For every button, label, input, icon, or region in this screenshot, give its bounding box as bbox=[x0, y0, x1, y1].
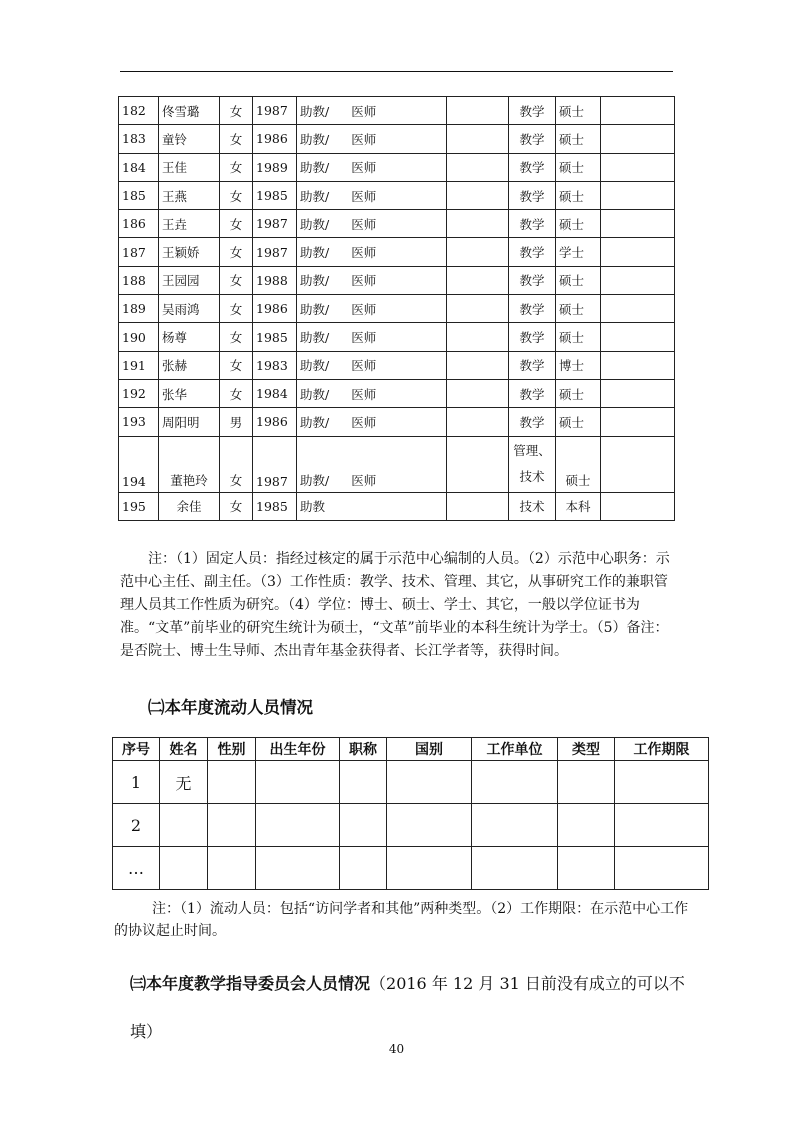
cell-nature: 教学 bbox=[509, 97, 556, 125]
cell-empty bbox=[558, 804, 615, 847]
cell-name: 周阳明 bbox=[159, 408, 220, 436]
cell-empty bbox=[256, 761, 340, 804]
cell-nature: 教学 bbox=[509, 238, 556, 266]
title-secondary: 医师 bbox=[351, 330, 377, 346]
column-header: 性别 bbox=[208, 738, 256, 761]
cell-nature: 教学 bbox=[509, 408, 556, 436]
cell-title bbox=[297, 408, 447, 436]
cell-empty bbox=[472, 847, 558, 890]
nature-line-1: 管理、 bbox=[513, 443, 551, 459]
table-row bbox=[119, 125, 675, 153]
cell-no: 1 bbox=[113, 761, 160, 804]
cell-nature: 教学 bbox=[509, 125, 556, 153]
column-header: 姓名 bbox=[160, 738, 208, 761]
table-row bbox=[119, 323, 675, 351]
cell-degree: 硕士 bbox=[556, 181, 601, 209]
column-header: 类型 bbox=[558, 738, 615, 761]
cell-empty bbox=[340, 847, 387, 890]
title-secondary: 医师 bbox=[351, 273, 377, 289]
cell-blank bbox=[447, 436, 509, 492]
table-row bbox=[113, 804, 709, 847]
cell-blank bbox=[447, 125, 509, 153]
cell-nature: 教学 bbox=[509, 181, 556, 209]
title-secondary: 医师 bbox=[351, 414, 377, 430]
cell-title bbox=[297, 436, 447, 492]
table-row bbox=[119, 153, 675, 181]
title-secondary: 医师 bbox=[351, 103, 377, 119]
cell-name: 王燕 bbox=[159, 181, 220, 209]
cell-title bbox=[297, 351, 447, 379]
cell-degree: 学士 bbox=[556, 238, 601, 266]
cell-year: 1985 bbox=[253, 323, 297, 351]
cell-gender: 女 bbox=[220, 266, 253, 294]
cell-empty bbox=[615, 804, 709, 847]
column-header: 国别 bbox=[387, 738, 472, 761]
cell-blank bbox=[447, 266, 509, 294]
page-number: 40 bbox=[388, 1042, 405, 1056]
cell-blank bbox=[447, 408, 509, 436]
title-primary: 助教/ bbox=[300, 414, 330, 430]
cell-no: 188 bbox=[119, 266, 159, 294]
cell-gender: 女 bbox=[220, 492, 253, 520]
cell-name: 童铃 bbox=[159, 125, 220, 153]
cell-gender: 女 bbox=[220, 238, 253, 266]
cell-name: 无 bbox=[160, 761, 208, 804]
cell-year: 1989 bbox=[253, 153, 297, 181]
title-secondary: 医师 bbox=[351, 131, 377, 147]
title-secondary: 医师 bbox=[351, 188, 377, 204]
cell-title bbox=[297, 181, 447, 209]
cell-blank bbox=[447, 181, 509, 209]
title-primary: 助教/ bbox=[300, 273, 330, 289]
cell-degree: 硕士 bbox=[556, 266, 601, 294]
cell-empty bbox=[615, 761, 709, 804]
column-header: 工作单位 bbox=[472, 738, 558, 761]
cell-no: 194 bbox=[119, 436, 159, 492]
title-primary: 助教/ bbox=[300, 160, 330, 176]
cell-title bbox=[297, 266, 447, 294]
cell-year: 1983 bbox=[253, 351, 297, 379]
title-primary: 助教/ bbox=[300, 472, 330, 488]
table-row bbox=[119, 436, 675, 492]
cell-gender: 女 bbox=[220, 97, 253, 125]
cell-degree: 硕士 bbox=[556, 295, 601, 323]
cell-year: 1986 bbox=[253, 408, 297, 436]
cell-no: 187 bbox=[119, 238, 159, 266]
cell-degree: 硕士 bbox=[556, 153, 601, 181]
staff-note-text: 注：（1）固定人员：指经过核定的属于示范中心编制的人员。（2）示范中心职务：示范中心主任、副主任。（3）工作性质：教学、技术、管理、其它，从事研究工作的兼职管理人员其工作性质为研究。（4）学位：博士、硕士、学士、其它，一般以学位证书为准。“文革”前毕业的研究生统计为硕士，“文革”前毕业的本科生统计为学士。（5）备注：是否院士、博士生导师、杰出青年基金获得者、长江学者等，获得时间。 bbox=[120, 551, 670, 659]
cell-year: 1987 bbox=[253, 238, 297, 266]
cell-blank bbox=[447, 379, 509, 407]
table-row bbox=[119, 181, 675, 209]
cell-blank bbox=[447, 210, 509, 238]
section-3-title-main: ㈢本年度教学指导委员会人员情况 bbox=[130, 974, 371, 993]
cell-empty bbox=[387, 761, 472, 804]
cell-no: 195 bbox=[119, 492, 159, 520]
cell-empty bbox=[256, 847, 340, 890]
cell-name: 王园园 bbox=[159, 266, 220, 294]
title-primary: 助教/ bbox=[300, 216, 330, 232]
cell-empty bbox=[558, 847, 615, 890]
cell-year: 1987 bbox=[253, 210, 297, 238]
cell-gender: 女 bbox=[220, 351, 253, 379]
cell-title bbox=[297, 323, 447, 351]
cell-no: … bbox=[113, 847, 160, 890]
cell-remark bbox=[601, 153, 675, 181]
cell-gender: 女 bbox=[220, 181, 253, 209]
cell-remark bbox=[601, 351, 675, 379]
cell-empty bbox=[340, 804, 387, 847]
cell-name: 余佳 bbox=[159, 492, 220, 520]
cell-remark bbox=[601, 266, 675, 294]
mobile-staff-note-text: 注：（1）流动人员：包括“访问学者和其他”两种类型。（2）工作期限：在示范中心工作的协议起止时间。 bbox=[114, 901, 689, 939]
cell-remark bbox=[601, 436, 675, 492]
cell-no: 182 bbox=[119, 97, 159, 125]
cell-name: 王佳 bbox=[159, 153, 220, 181]
cell-degree: 硕士 bbox=[556, 97, 601, 125]
cell-blank bbox=[447, 492, 509, 520]
table-row bbox=[119, 351, 675, 379]
cell-gender: 女 bbox=[220, 379, 253, 407]
cell-remark bbox=[601, 295, 675, 323]
header-rule bbox=[120, 71, 673, 72]
cell-year: 1984 bbox=[253, 379, 297, 407]
cell-empty bbox=[387, 847, 472, 890]
table-row bbox=[113, 847, 709, 890]
cell-empty bbox=[208, 847, 256, 890]
cell-title bbox=[297, 153, 447, 181]
cell-name: 张赫 bbox=[159, 351, 220, 379]
mobile-staff-table bbox=[112, 737, 709, 890]
cell-gender: 男 bbox=[220, 408, 253, 436]
table-row bbox=[119, 379, 675, 407]
cell-nature: 教学 bbox=[509, 295, 556, 323]
cell-no: 192 bbox=[119, 379, 159, 407]
cell-remark bbox=[601, 210, 675, 238]
title-primary: 助教/ bbox=[300, 330, 330, 346]
title-secondary: 医师 bbox=[351, 472, 377, 488]
cell-degree: 本科 bbox=[556, 492, 601, 520]
title-primary: 助教/ bbox=[300, 386, 330, 402]
title-primary: 助教/ bbox=[300, 301, 330, 317]
column-header: 出生年份 bbox=[256, 738, 340, 761]
cell-nature: 教学 bbox=[509, 379, 556, 407]
cell-empty bbox=[558, 761, 615, 804]
cell-remark bbox=[601, 323, 675, 351]
cell-gender: 女 bbox=[220, 153, 253, 181]
cell-gender: 女 bbox=[220, 125, 253, 153]
cell-degree: 博士 bbox=[556, 351, 601, 379]
cell-no: 2 bbox=[113, 804, 160, 847]
cell-year: 1986 bbox=[253, 125, 297, 153]
cell-title: 助教 bbox=[297, 492, 447, 520]
cell-empty bbox=[208, 804, 256, 847]
cell-nature: 教学 bbox=[509, 210, 556, 238]
table-row bbox=[119, 210, 675, 238]
cell-name: 王颖娇 bbox=[159, 238, 220, 266]
cell-gender: 女 bbox=[220, 210, 253, 238]
cell-blank bbox=[447, 97, 509, 125]
table-row bbox=[119, 295, 675, 323]
cell-no: 190 bbox=[119, 323, 159, 351]
title-primary: 助教/ bbox=[300, 245, 330, 261]
cell-no: 186 bbox=[119, 210, 159, 238]
cell-title bbox=[297, 238, 447, 266]
cell-remark bbox=[601, 492, 675, 520]
cell-nature: 教学 bbox=[509, 351, 556, 379]
cell-year: 1987 bbox=[253, 436, 297, 492]
cell-no: 184 bbox=[119, 153, 159, 181]
table-row bbox=[119, 238, 675, 266]
cell-year: 1987 bbox=[253, 97, 297, 125]
title-secondary: 医师 bbox=[351, 386, 377, 402]
cell-remark bbox=[601, 97, 675, 125]
cell-year: 1988 bbox=[253, 266, 297, 294]
cell-blank bbox=[447, 153, 509, 181]
cell-empty bbox=[340, 761, 387, 804]
title-secondary: 医师 bbox=[351, 160, 377, 176]
cell-no: 191 bbox=[119, 351, 159, 379]
title-primary: 助教/ bbox=[300, 188, 330, 204]
title-primary: 助教/ bbox=[300, 358, 330, 374]
cell-blank bbox=[447, 238, 509, 266]
cell-gender: 女 bbox=[220, 295, 253, 323]
cell-title bbox=[297, 379, 447, 407]
cell-degree: 硕士 bbox=[556, 379, 601, 407]
cell-blank bbox=[447, 351, 509, 379]
title-secondary: 医师 bbox=[351, 245, 377, 261]
table-row bbox=[119, 492, 675, 520]
cell-empty bbox=[472, 761, 558, 804]
cell-name: 董艳玲 bbox=[159, 436, 220, 492]
cell-no: 193 bbox=[119, 408, 159, 436]
cell-name: 佟雪璐 bbox=[159, 97, 220, 125]
cell-title bbox=[297, 97, 447, 125]
title-primary: 助教/ bbox=[300, 131, 330, 147]
cell-title bbox=[297, 295, 447, 323]
cell-name: 杨尊 bbox=[159, 323, 220, 351]
section-3-title-condition: （2016 年 12 月 31 日前没有成立的可以不填） bbox=[130, 974, 685, 1041]
cell-name: 吴雨鸿 bbox=[159, 295, 220, 323]
cell-year: 1985 bbox=[253, 492, 297, 520]
cell-degree: 硕士 bbox=[556, 323, 601, 351]
cell-name bbox=[160, 847, 208, 890]
cell-name: 王垚 bbox=[159, 210, 220, 238]
table-row bbox=[119, 97, 675, 125]
cell-nature: 技术 bbox=[509, 492, 556, 520]
column-header: 职称 bbox=[340, 738, 387, 761]
cell-empty bbox=[472, 804, 558, 847]
cell-name: 张华 bbox=[159, 379, 220, 407]
table-row bbox=[119, 408, 675, 436]
cell-nature bbox=[509, 436, 556, 492]
table-row bbox=[119, 266, 675, 294]
cell-degree: 硕士 bbox=[556, 210, 601, 238]
cell-empty bbox=[208, 761, 256, 804]
staff-note bbox=[120, 548, 675, 663]
cell-remark bbox=[601, 238, 675, 266]
title-primary: 助教/ bbox=[300, 103, 330, 119]
cell-remark bbox=[601, 408, 675, 436]
cell-year: 1985 bbox=[253, 181, 297, 209]
title-secondary: 医师 bbox=[351, 358, 377, 374]
cell-degree: 硕士 bbox=[556, 408, 601, 436]
cell-title bbox=[297, 125, 447, 153]
cell-gender: 女 bbox=[220, 323, 253, 351]
column-header: 序号 bbox=[113, 738, 160, 761]
table-row bbox=[113, 761, 709, 804]
cell-no: 185 bbox=[119, 181, 159, 209]
cell-nature: 教学 bbox=[509, 323, 556, 351]
cell-empty bbox=[387, 804, 472, 847]
cell-nature: 教学 bbox=[509, 266, 556, 294]
cell-title bbox=[297, 210, 447, 238]
cell-empty bbox=[256, 804, 340, 847]
column-header: 工作期限 bbox=[615, 738, 709, 761]
cell-degree: 硕士 bbox=[556, 436, 601, 492]
cell-blank bbox=[447, 295, 509, 323]
cell-no: 189 bbox=[119, 295, 159, 323]
cell-remark bbox=[601, 125, 675, 153]
cell-nature: 教学 bbox=[509, 153, 556, 181]
cell-year: 1986 bbox=[253, 295, 297, 323]
cell-no: 183 bbox=[119, 125, 159, 153]
cell-remark bbox=[601, 181, 675, 209]
nature-line-2: 技术 bbox=[519, 469, 545, 485]
staff-table bbox=[118, 96, 675, 521]
table-header-row bbox=[113, 738, 709, 761]
title-secondary: 医师 bbox=[351, 301, 377, 317]
section-2-title: ㈡本年度流动人员情况 bbox=[148, 698, 313, 717]
title-secondary: 医师 bbox=[351, 216, 377, 232]
mobile-staff-note bbox=[114, 898, 694, 942]
cell-remark bbox=[601, 379, 675, 407]
cell-gender: 女 bbox=[220, 436, 253, 492]
cell-degree: 硕士 bbox=[556, 125, 601, 153]
cell-name bbox=[160, 804, 208, 847]
cell-empty bbox=[615, 847, 709, 890]
cell-blank bbox=[447, 323, 509, 351]
